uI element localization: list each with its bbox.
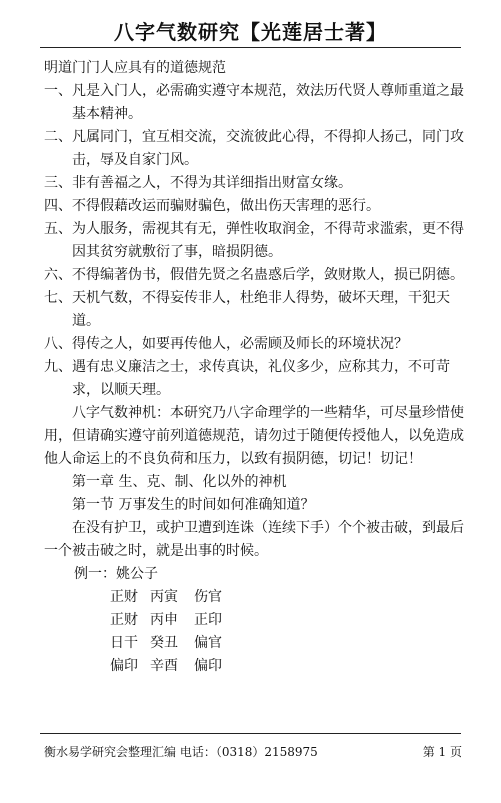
chapter-title: 第一章 生、克、制、化以外的神机 [72,474,287,490]
chart-cell: 日干 [110,635,138,651]
chart-cell: 正印 [194,612,222,628]
rule-item [44,172,464,195]
rule-text: 为人服务，需视其有无，弹性收取润金，不得苛求滥索，更不得因其贫穷就敷衍了事，暗损阴德。 [72,221,464,260]
page-number: 第 1 页 [422,745,462,759]
rule-text: 遇有忠义廉洁之士，求传真诀，礼仪多少，应称其力，不可苛求，以顺天理。 [72,359,450,398]
rule-item [44,80,464,126]
chart-cell: 辛酉 [150,658,178,674]
rule-text: 非有善福之人，不得为其详细指出财富女缘。 [72,175,352,191]
section-paragraph: 在没有护卫，或护卫遭到连诛（连续下手）个个被击破，到最后一个被击破之时，就是出事的时候。 [44,520,464,559]
chart-row [44,632,464,655]
chart-cell: 偏印 [194,658,222,674]
chart-cell: 偏印 [110,658,138,674]
footer-publisher: 衡水易学研究会整理汇编 电话：（0318）2158975 [44,745,318,759]
rule-number: 五、 [44,221,72,237]
chart-row [44,609,464,632]
rule-number: 三、 [44,175,72,191]
section-title: 明道门门人应具有的道德规范 [44,60,226,76]
rule-text: 不得假藉改运而骗财骗色，做出伤天害理的恶行。 [72,198,380,214]
chart-row [44,586,464,609]
rule-item [44,333,464,356]
intro-paragraph: 八字气数神机：本研究乃八字命理学的一些精华，可尽量珍惜使用，但请确实遵守前列道德规范，请勿过于随便传授他人，以免造成他人命运上的不良负荷和压力，以致有损阴德，切记！切记！ [44,405,464,467]
chart-cell: 正财 [110,589,138,605]
rule-number: 一、 [44,83,72,99]
chart-cell: 丙申 [150,612,178,628]
rule-text: 不得编著伪书，假借先贤之名蛊惑后学，敛财欺人，损已阴德。 [72,267,464,283]
rule-number: 九、 [44,359,72,375]
chart-cell: 癸丑 [150,635,178,651]
rule-item [44,264,464,287]
rule-text: 凡属同门，宜互相交流，交流彼此心得，不得抑人扬己，同门攻击，辱及自家门风。 [72,129,464,168]
section-heading: 第一节 万事发生的时间如何准确知道？ [72,497,315,513]
rule-number: 二、 [44,129,72,145]
chart-cell: 偏官 [194,635,222,651]
chart-cell: 丙寅 [150,589,178,605]
rule-text: 凡是入门人，必需确实遵守本规范，效法历代贤人尊师重道之最基本精神。 [72,83,464,122]
page-header-title: 八字气数研究【光莲居士著】 [114,20,387,44]
footer-divider [40,733,461,734]
document-body [44,57,464,678]
rule-text: 天机气数，不得妄传非人，杜绝非人得势，破坏天理，干犯天道。 [72,290,450,329]
rule-item [44,356,464,402]
rule-number: 七、 [44,290,72,306]
header-divider [40,47,461,48]
rule-item [44,287,464,333]
chart-cell: 伤官 [194,589,222,605]
page-footer [44,743,462,760]
chart-cell: 正财 [110,612,138,628]
rule-number: 八、 [44,336,72,352]
rule-number: 四、 [44,198,72,214]
rule-text: 得传之人，如要再传他人，必需顾及师长的环境状况？ [72,336,408,352]
rule-item [44,195,464,218]
rule-item [44,218,464,264]
example-label: 例一：姚公子 [74,566,158,582]
rule-number: 六、 [44,267,72,283]
chart-row [44,655,464,678]
rule-item [44,126,464,172]
